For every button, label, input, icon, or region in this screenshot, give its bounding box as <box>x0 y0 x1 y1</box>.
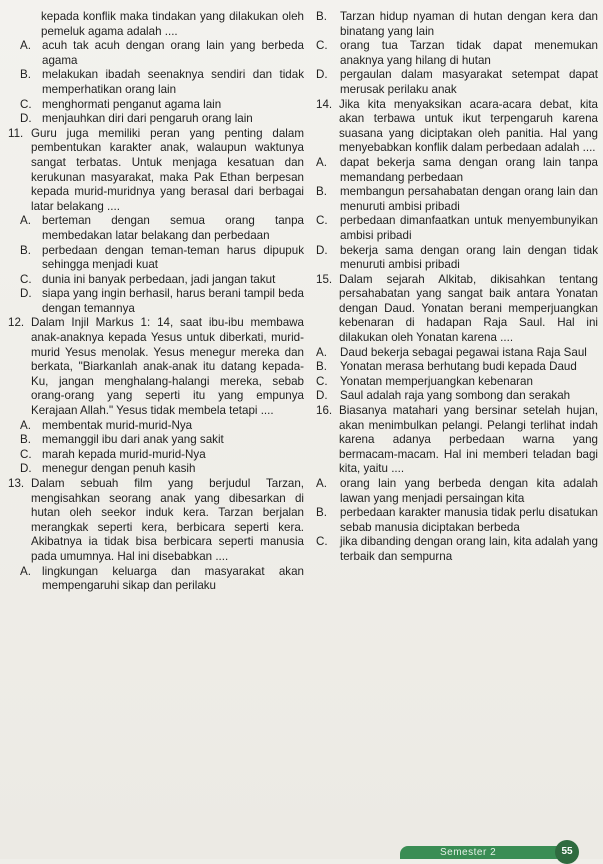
option-letter: B. <box>316 506 327 520</box>
option-text: melakukan ibadah seenaknya sendiri dan tidak memperhatikan orang lain <box>42 68 304 96</box>
option-letter: C. <box>316 374 328 388</box>
option-text: perbedaan karakter manusia tidak perlu disatukan sebab manusia diciptakan berbeda <box>340 506 598 534</box>
option-letter: A. <box>316 155 327 169</box>
option-text: pergaulan dalam masyarakat setempat dapat merusak perilaku anak <box>340 68 598 96</box>
option-a[interactable] <box>8 214 304 243</box>
option-letter: C. <box>20 272 32 286</box>
question-text: Dalam Injil Markus 1: 14, saat ibu-ibu membawa anak-anaknya kepada Yesus untuk diberkati, murid-murid Yesus menolak. Yesus menegur mereka dan berkata, "Biarkanlah anak-anak itu datang kepada-Ku, jangan menghalang-halangi mereka, sebab orang-orang yang seperti itu yang empunya Kerajaan Allah." Yesus tidak membela tetapi .... <box>31 316 304 418</box>
option-letter: B. <box>316 10 327 23</box>
option-letter: C. <box>316 535 328 549</box>
option-letter: A. <box>20 564 31 578</box>
question-15 <box>316 273 598 404</box>
option-text: menegur dengan penuh kasih <box>42 462 196 476</box>
option-letter: D. <box>20 462 32 476</box>
question-13-continuation <box>316 10 598 98</box>
question-14 <box>316 98 598 273</box>
option-text: dapat bekerja sama dengan orang lain tanpa memandang perbedaan <box>340 155 598 184</box>
option-text: Tarzan hidup nyaman di hutan dengan kera dan binatang yang lain <box>340 10 598 38</box>
option-text: siapa yang ingin berhasil, harus berani tampil beda dengan temannya <box>42 287 304 315</box>
option-d[interactable] <box>316 68 598 97</box>
option-letter: C. <box>20 97 32 111</box>
option-letter: D. <box>316 68 328 82</box>
option-d[interactable] <box>8 112 304 127</box>
page-number-badge: 55 <box>555 840 579 864</box>
question-13 <box>8 477 304 594</box>
option-text: menjauhkan diri dari pengaruh orang lain <box>42 112 253 126</box>
question-text: Dalam sebuah film yang berjudul Tarzan, mengisahkan seorang anak yang dibesarkan di hutan oleh seekor induk kera. Tarzan berjalan merangkak seperti kera, berbicara seperti kera. Akibatnya ia tidak bisa berbicara seperti manusia pada umumnya. Hal ini disebabkan .... <box>31 477 304 563</box>
left-column <box>8 10 304 594</box>
option-letter: B. <box>20 433 31 447</box>
question-11 <box>8 127 304 317</box>
option-text: orang tua Tarzan tidak dapat menemukan anaknya yang hilang di hutan <box>340 39 598 67</box>
question-number: 11. <box>8 126 24 140</box>
option-text: Daud bekerja sebagai pegawai istana Raja Saul <box>340 345 587 359</box>
option-d[interactable] <box>8 287 304 316</box>
question-text: kepada konflik maka tindakan yang dilakukan oleh pemeluk agama adalah .... <box>41 10 304 38</box>
option-letter: A. <box>316 477 327 490</box>
option-letter: D. <box>20 287 32 301</box>
question-text: Biasanya matahari yang bersinar setelah hujan, akan menimbulkan pelangi. Pelangi terlihat indah karena adanya perbedaan warna yang bermacam-macam. Hal ini memberi teladan bagi kita, yaitu .... <box>339 404 598 476</box>
option-a[interactable] <box>8 39 304 68</box>
question-number: 15. <box>316 272 333 286</box>
option-text: menghormati penganut agama lain <box>42 97 222 111</box>
option-text: orang lain yang berbeda dengan kita adalah lawan yang menjadi persaingan kita <box>340 477 598 505</box>
question-16 <box>316 404 598 565</box>
option-text: jika dibanding dengan orang lain, kita adalah yang terbaik dan sempurna <box>340 535 598 563</box>
option-a[interactable] <box>8 419 304 434</box>
option-c[interactable] <box>316 375 598 390</box>
question-text: Guru juga memiliki peran yang penting dalam pembentukan karakter anak, walaupun waktunya sangat terbatas. Untuk menjaga kesatuan dan kerukunan masyarakat, maka Pak Ethan berpesan kepada murid-muridnya yang berasal dari berbagai latar belakang .... <box>31 126 304 213</box>
option-text: Saul adalah raja yang sombong dan serakah <box>340 389 571 403</box>
question-text: Jika kita menyaksikan acara-acara debat, kita akan terbawa untuk ikut terpengaruh karena suasana yang diciptakan oleh panitia. Hal yang menyebabkan konflik dalam perbedaan adalah .... <box>339 97 598 155</box>
option-a[interactable] <box>316 477 598 506</box>
option-d[interactable] <box>316 389 598 404</box>
option-b[interactable] <box>8 433 304 448</box>
right-column <box>316 10 598 565</box>
question-number: 16. <box>316 404 333 418</box>
question-number: 12. <box>8 316 25 330</box>
option-text: Yonatan memperjuangkan kebenaran <box>340 374 533 388</box>
question-12 <box>8 316 304 477</box>
option-letter: C. <box>316 214 328 228</box>
option-text: berteman dengan semua orang tanpa membedakan latar belakang dan perbedaan <box>42 214 304 242</box>
question-10-continuation <box>8 10 304 127</box>
option-letter: D. <box>20 112 32 126</box>
option-b[interactable] <box>8 68 304 97</box>
option-b[interactable] <box>8 244 304 273</box>
footer-semester-label: Semester 2 <box>440 847 497 858</box>
option-letter: A. <box>20 214 31 228</box>
option-letter: B. <box>20 68 31 82</box>
option-text: membentak murid-murid-Nya <box>42 418 193 432</box>
option-c[interactable] <box>316 214 598 243</box>
option-d[interactable] <box>8 462 304 477</box>
option-c[interactable] <box>8 273 304 288</box>
option-letter: C. <box>20 447 32 461</box>
option-letter: D. <box>316 389 328 403</box>
option-letter: B. <box>316 185 327 199</box>
option-letter: B. <box>316 360 327 374</box>
option-text: perbedaan dengan teman-teman harus dipupuk sehingga menjadi kuat <box>42 243 304 272</box>
option-a[interactable] <box>316 156 598 185</box>
option-text: dunia ini banyak perbedaan, jadi jangan takut <box>42 272 276 286</box>
option-b[interactable] <box>316 506 598 535</box>
question-number: 13. <box>8 477 25 490</box>
question-text: Dalam sejarah Alkitab, dikisahkan tentang persahabatan yang sangat baik antara Yonatan dengan Daud. Yonatan berani memperjuangkan kebenaran di hadapan Raja Saul. Hal ini dilakukan oleh Yonatan karena .... <box>339 272 598 345</box>
option-a[interactable] <box>8 565 304 594</box>
option-text: membangun persahabatan dengan orang lain dan menuruti ambisi pribadi <box>340 185 598 213</box>
question-number: 14. <box>316 97 333 111</box>
option-text: perbedaan dimanfaatkan untuk menyembunyikan ambisi pribadi <box>340 214 598 242</box>
option-b[interactable] <box>316 185 598 214</box>
option-letter: A. <box>20 418 31 432</box>
option-text: lingkungan keluarga dan masyarakat akan mempengaruhi sikap dan perilaku <box>42 564 304 593</box>
option-c[interactable] <box>8 98 304 113</box>
option-b[interactable] <box>316 10 598 39</box>
option-letter: D. <box>316 243 328 257</box>
option-d[interactable] <box>316 244 598 273</box>
option-text: bekerja sama dengan orang lain dengan tidak menuruti ambisi pribadi <box>340 243 598 272</box>
option-c[interactable] <box>316 39 598 68</box>
option-letter: A. <box>20 39 31 53</box>
option-text: memanggil ibu dari anak yang sakit <box>42 433 224 447</box>
option-c[interactable] <box>316 535 598 564</box>
option-letter: A. <box>316 345 327 359</box>
option-c[interactable] <box>8 448 304 463</box>
option-a[interactable] <box>316 346 598 361</box>
option-b[interactable] <box>316 360 598 375</box>
option-letter: C. <box>316 39 328 53</box>
option-text: acuh tak acuh dengan orang lain yang berbeda agama <box>42 39 304 67</box>
option-text: Yonatan merasa berhutang budi kepada Daud <box>340 360 577 374</box>
option-letter: B. <box>20 243 31 257</box>
option-text: marah kepada murid-murid-Nya <box>42 447 206 461</box>
